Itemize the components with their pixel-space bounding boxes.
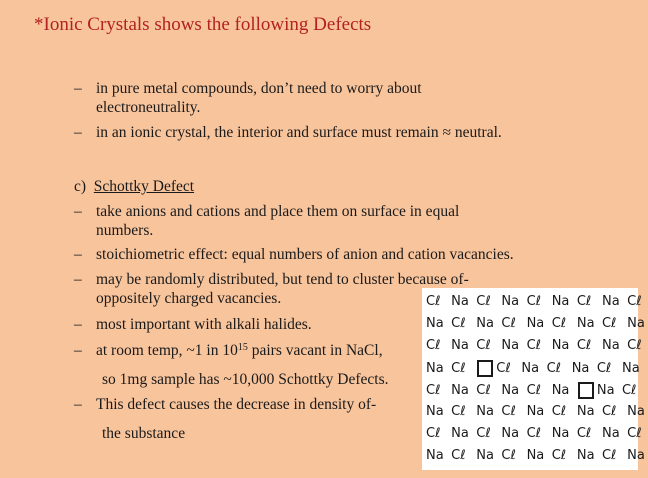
lattice-ion: Na (601, 426, 620, 441)
lattice-ion: Cℓ (426, 294, 441, 309)
lattice-ion: Cℓ (576, 426, 592, 441)
vacancy-box (578, 382, 594, 399)
lattice-ion: Cℓ (627, 338, 642, 353)
lattice-ion: Cℓ (627, 294, 642, 309)
lattice-ion: Na (551, 426, 570, 441)
lattice-ion: Cℓ (601, 448, 617, 463)
lattice-ion: Cℓ (526, 338, 542, 353)
lattice-ion: Na (521, 361, 540, 376)
bullet-text: may be randomly distributed, but tend to cluster because of- (96, 271, 469, 288)
lattice-ion: Na (451, 338, 469, 353)
vacancy-box (477, 360, 493, 377)
lattice-row (426, 426, 648, 441)
bullet-continuation: electroneutrality. (96, 99, 201, 116)
bullet-text: take anions and cations and place them on surface in equal (96, 203, 460, 220)
bullet-text (96, 342, 383, 360)
lattice-ion: Na (526, 404, 545, 419)
lattice-row (426, 382, 643, 399)
section-heading-text: Schottky Defect (93, 178, 195, 195)
lattice-ion: Na (627, 316, 645, 331)
lattice-ion: Na (426, 361, 444, 376)
lattice-ion: Cℓ (476, 338, 491, 353)
lattice-row (426, 316, 648, 331)
lattice-ion: Cℓ (476, 426, 491, 441)
lattice-ion: Cℓ (501, 404, 516, 419)
lattice-ion: Na (426, 316, 444, 331)
lattice-ion: Cℓ (476, 294, 491, 309)
lattice-ion: Na (627, 404, 645, 419)
bullet-text: most important with alkali halides. (96, 316, 312, 333)
bullet-continuation: oppositely charged vacancies. (96, 290, 282, 307)
bullet-dash: – (74, 80, 82, 97)
lattice-ion: Na (501, 383, 520, 398)
nacl-lattice-diagram (422, 288, 645, 470)
lattice-ion: Cℓ (621, 383, 637, 398)
bullet-text: This defect causes the decrease in density of- (96, 396, 377, 413)
lattice-ion: Cℓ (476, 383, 491, 398)
lattice-ion: Cℓ (601, 404, 617, 419)
lattice-ion: Na (526, 448, 545, 463)
lattice-ion: Cℓ (551, 404, 567, 419)
lattice-ion: Na (501, 294, 520, 309)
bullet-dash: – (74, 124, 82, 141)
lattice-ion: Na (451, 294, 469, 309)
lattice-ion: Cℓ (426, 338, 441, 353)
lattice-ion: Cℓ (426, 426, 441, 441)
lattice-ion: Cℓ (451, 361, 466, 376)
bullet-continuation: so 1mg sample has ~10,000 Schottky Defects. (102, 371, 389, 388)
bullet-text: stoichiometric effect: equal numbers of anion and cation vacancies. (96, 246, 514, 263)
slide-title: *Ionic Crystals shows the following Defects (34, 14, 372, 35)
bullet-dash: – (74, 396, 82, 413)
lattice-ion: Cℓ (451, 448, 466, 463)
lattice-ion: Cℓ (601, 316, 617, 331)
lattice-ion: Na (551, 338, 570, 353)
lattice-ion: Cℓ (526, 294, 542, 309)
lattice-ion: Cℓ (576, 338, 592, 353)
lattice-ion: Na (601, 294, 620, 309)
lattice-ion: Na (426, 448, 444, 463)
lattice-ion: Cℓ (551, 316, 567, 331)
bullet-dash: – (74, 203, 82, 220)
lattice-ion: Na (576, 316, 595, 331)
bullet-text-part: at room temp, ~1 in 10 (96, 342, 238, 359)
lattice-ion: Cℓ (496, 361, 511, 376)
lattice-ion: Cℓ (451, 316, 466, 331)
lattice-ion: Cℓ (501, 448, 516, 463)
lattice-ion: Na (551, 383, 570, 398)
lattice-ion: Na (426, 404, 444, 419)
lattice-ion: Na (571, 361, 590, 376)
lattice-row (426, 294, 648, 309)
bullet-dash: – (74, 271, 82, 288)
lattice-ion: Na (501, 426, 520, 441)
lattice-ion: Na (601, 338, 620, 353)
lattice-ion: Na (501, 338, 520, 353)
lattice-ion: Na (621, 361, 640, 376)
lattice-ion: Na (476, 316, 494, 331)
lattice-ion: Na (627, 448, 645, 463)
bullet-dash: – (74, 316, 82, 333)
lattice-ion: Na (451, 426, 469, 441)
bullet-text: in pure metal compounds, don’t need to worry about (96, 80, 422, 97)
lattice-ion: Cℓ (501, 316, 516, 331)
lattice-ion: Cℓ (576, 294, 592, 309)
lattice-row (426, 360, 643, 377)
lattice-ion: Na (451, 383, 469, 398)
lattice-ion: Na (596, 383, 615, 398)
section-marker: c) (74, 178, 87, 195)
bullet-dash: – (74, 342, 82, 359)
bullet-text: in an ionic crystal, the interior and surface must remain ≈ neutral. (96, 124, 502, 141)
bullet-continuation: numbers. (96, 222, 154, 239)
lattice-ion: Cℓ (627, 426, 642, 441)
exponent: 15 (237, 342, 248, 353)
lattice-row (426, 404, 648, 419)
lattice-ion: Cℓ (551, 448, 567, 463)
lattice-ion: Na (576, 448, 595, 463)
lattice-ion: Cℓ (526, 426, 542, 441)
section-heading (74, 178, 194, 196)
bullet-dash: – (74, 246, 82, 263)
lattice-ion: Cℓ (526, 383, 542, 398)
lattice-ion: Na (476, 404, 494, 419)
lattice-ion: Cℓ (426, 383, 441, 398)
lattice-ion: Na (476, 448, 494, 463)
lattice-ion: Cℓ (451, 404, 466, 419)
lattice-ion: Cℓ (596, 361, 612, 376)
lattice-ion: Na (576, 404, 595, 419)
lattice-ion: Cℓ (546, 361, 562, 376)
lattice-ion: Na (551, 294, 570, 309)
lattice-row (426, 338, 648, 353)
lattice-row (426, 448, 648, 463)
bullet-text-part: pairs vacant in NaCl, (247, 342, 383, 359)
lattice-ion: Na (526, 316, 545, 331)
bullet-continuation: the substance (102, 425, 186, 442)
